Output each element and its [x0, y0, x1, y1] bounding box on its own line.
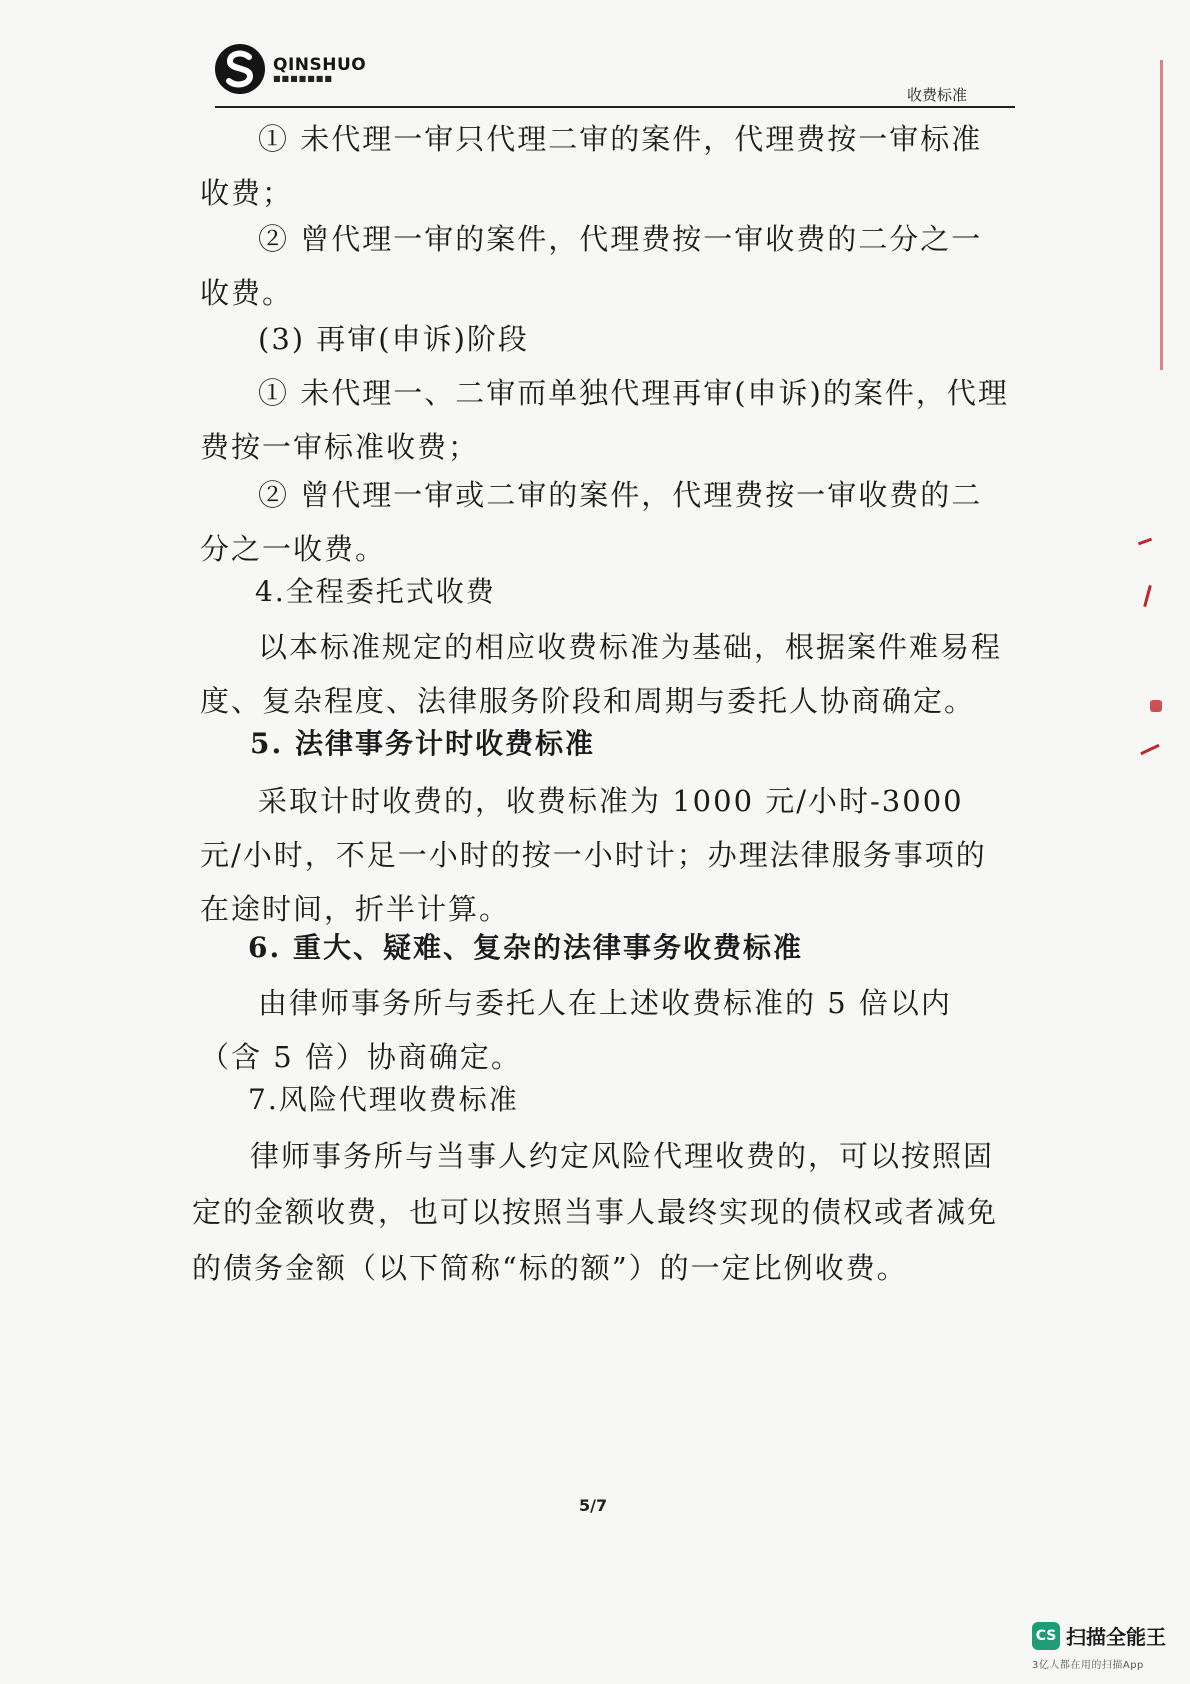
stamp-fragment [1140, 744, 1159, 755]
paragraph-6: 采取计时收费的，收费标准为 1000 元/小时-3000 元/小时，不足一小时的按一小时计；办理法律服务事项的在途时间，折半计算。 [200, 784, 987, 926]
scanner-watermark [1032, 1621, 1166, 1650]
logo-s-icon [215, 44, 265, 94]
stamp-edge-line [1160, 60, 1163, 370]
paragraph-4: ② 曾代理一审或二审的案件，代理费按一审收费的二分之一收费。 [200, 478, 983, 566]
scanner-slogan: 3亿人都在用的扫描App [1032, 1660, 1144, 1671]
paragraph-7: 由律师事务所与委托人在上述收费标准的 5 倍以内（含 5 倍）协商确定。 [200, 986, 952, 1074]
logo-name: QINSHUO [273, 55, 367, 75]
heading-6: 6. 重大、疑难、复杂的法律事务收费标准 [248, 931, 803, 964]
heading-7: 7.风险代理收费标准 [248, 1083, 519, 1116]
header-section-title: 收费标准 [907, 86, 968, 104]
paragraph-8: 律师事务所与当事人约定风险代理收费的，可以按照固定的金额收费，也可以按照当事人最终实现的债权或者减免的债务金额（以下简称“标的额”）的一定比例收费。 [192, 1139, 999, 1285]
paragraph-2: ② 曾代理一审的案件，代理费按一审收费的二分之一收费。 [200, 222, 983, 310]
scanner-app-name: 扫描全能王 [1066, 1625, 1166, 1649]
header-divider [215, 106, 1015, 108]
page-number: 5/7 [579, 1496, 608, 1515]
stamp-fragment [1150, 700, 1162, 712]
stamp-fragment [1138, 538, 1152, 546]
camscanner-icon: CS [1032, 1622, 1060, 1650]
paragraph-3: ① 未代理一、二审而单独代理再审(申诉)的案件，代理费按一审标准收费； [200, 376, 1009, 464]
paragraph-5: 以本标准规定的相应收费标准为基础，根据案件难易程度、复杂程度、法律服务阶段和周期与委托人协商确定。 [200, 630, 1003, 718]
company-logo [215, 44, 366, 94]
stamp-fragment [1143, 585, 1152, 607]
heading-5: 5. 法律事务计时收费标准 [250, 727, 595, 760]
paragraph-1: ① 未代理一审只代理二审的案件，代理费按一审标准收费； [200, 122, 983, 210]
heading-4: 4.全程委托式收费 [255, 575, 496, 608]
heading-retrial-stage: (3) 再审(申诉)阶段 [258, 322, 529, 356]
logo-dots: ■■■■■■■ [273, 74, 333, 83]
